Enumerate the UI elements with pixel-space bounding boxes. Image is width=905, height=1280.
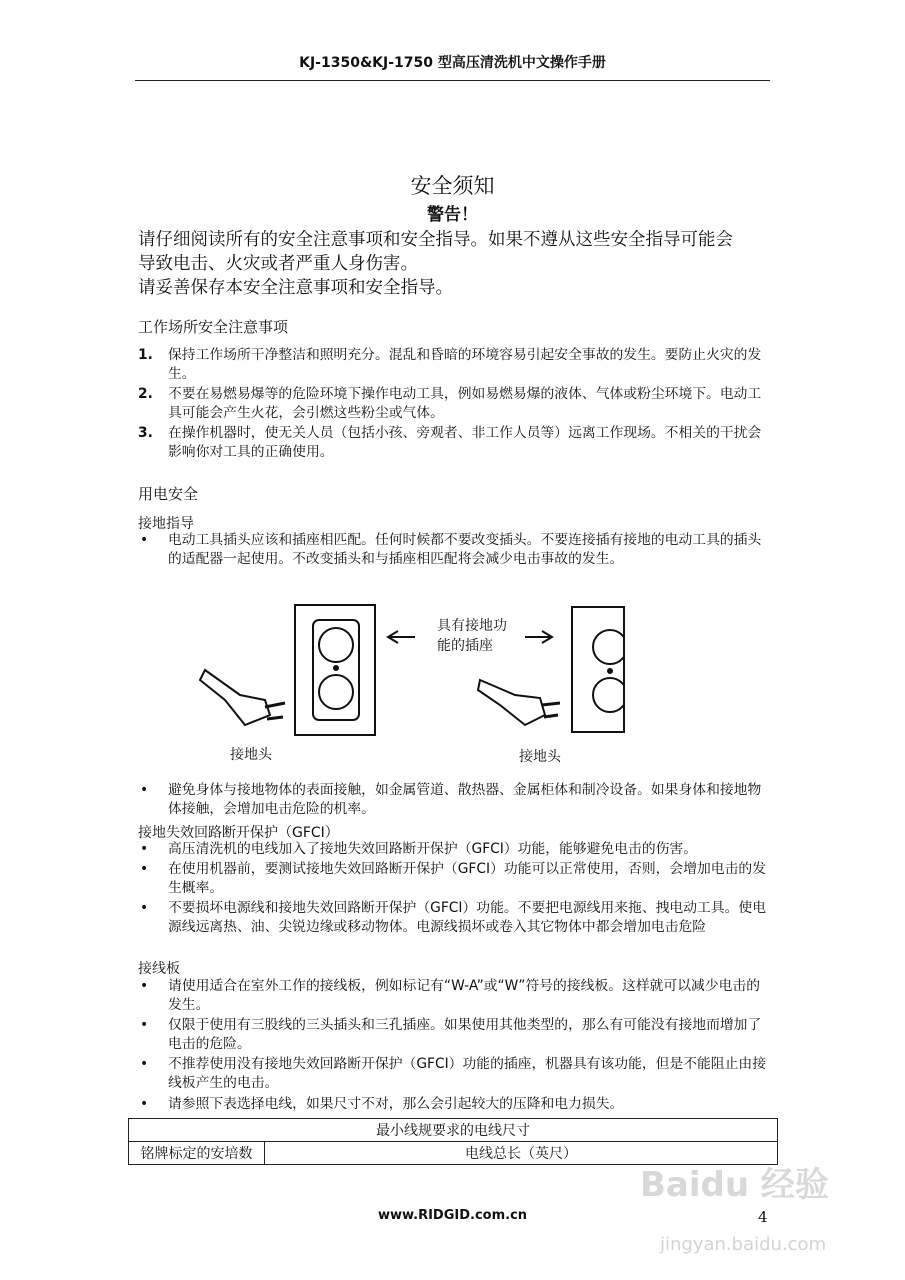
bullet: •	[140, 861, 149, 877]
figure-label-plug-right: 接地头	[519, 749, 561, 765]
outlet-right	[572, 607, 625, 732]
list-item	[138, 840, 768, 859]
item-text: 仅限于使用有三股线的三头插头和三孔插座。如果使用其他类型的，那么有可能没有接地而增加了电击的危险。	[168, 1017, 762, 1052]
page-title: 安全须知	[410, 174, 495, 198]
grounded-outlet-illustration	[195, 595, 625, 765]
bullet: •	[140, 978, 149, 994]
item-number: 2.	[138, 386, 153, 402]
list-item	[138, 860, 768, 898]
label-line: 能的插座	[437, 638, 493, 654]
arrow-right-icon	[525, 631, 552, 643]
section-heading: 工作场所安全注意事项	[138, 318, 289, 336]
bullet: •	[140, 900, 149, 916]
item-text: 高压清洗机的电线加入了接地失效回路断开保护（GFCI）功能，能够避免电击的伤害。	[168, 841, 698, 857]
item-text: 避免身体与接地物体的表面接触，如金属管道、散热器、金属柜体和制冷设备。如果身体和接地物体接触，会增加电击危险的机率。	[168, 782, 762, 817]
item-text: 电动工具插头应该和插座相匹配。任何时候都不要改变插头。不要连接插有接地的电动工具的插头的适配器一起使用。不改变插头和与插座相匹配将会减少电击事故的发生。	[168, 532, 762, 567]
table-caption: 最小线规要求的电线尺寸	[129, 1119, 778, 1142]
item-text: 不要损坏电源线和接地失效回路断开保护（GFCI）功能。不要把电源线用来拖、拽电动工具。使电源线远离热、油、尖锐边缘或移动物体。电源线损坏或卷入其它物体中都会增加电击危险	[168, 900, 766, 935]
bullet: •	[140, 532, 149, 548]
figure-label-outlet	[437, 616, 507, 656]
list-item	[138, 899, 768, 937]
wire-gauge-table	[128, 1118, 778, 1165]
running-header: KJ-1350&KJ-1750 型高压清洗机中文操作手册	[299, 55, 606, 71]
watermark-url: jingyan.baidu.com	[660, 1234, 827, 1255]
bullet: •	[140, 841, 149, 857]
bullet: •	[140, 782, 149, 798]
table-header-length: 电线总长（英尺）	[265, 1142, 778, 1165]
item-text: 不要在易燃易爆等的危险环境下操作电动工具，例如易燃易爆的液体、气体或粉尘环境下。电动工具可能会产生火花，会引燃这些粉尘或气体。	[168, 386, 762, 421]
item-number: 1.	[138, 347, 153, 363]
page-number: 4	[758, 1208, 768, 1226]
outlet-left	[295, 605, 375, 735]
warning-heading: 警告！	[427, 205, 478, 225]
intro-line: 请妥善保存本安全注意事项和安全指导。	[138, 278, 453, 298]
list-item	[138, 385, 768, 423]
intro-line: 请仔细阅读所有的安全注意事项和安全指导。如果不遵从这些安全指导可能会	[138, 230, 733, 250]
item-text: 请参照下表选择电线，如果尺寸不对，那么会引起较大的压降和电力损失。	[168, 1096, 624, 1112]
bullet: •	[140, 1017, 149, 1033]
header-rule	[135, 80, 770, 81]
bullet: •	[140, 1056, 149, 1072]
item-text: 不推荐使用没有接地失效回路断开保护（GFCI）功能的插座，机器具有该功能，但是不能阻止由接线板产生的电击。	[168, 1056, 766, 1091]
section-heading: 用电安全	[138, 485, 199, 503]
plug-left-icon	[200, 670, 270, 725]
watermark-logo: Baidu 经验	[640, 1165, 829, 1205]
subsection-heading: 接线板	[138, 961, 180, 977]
subsection-heading: 接地失效回路断开保护（GFCI）	[138, 825, 339, 841]
list-item	[138, 1055, 768, 1093]
list-item	[138, 346, 768, 384]
table-header-amps: 铭牌标定的安培数	[129, 1142, 265, 1165]
plug-right-icon	[478, 680, 545, 725]
footer-url: www.RIDGID.com.cn	[377, 1208, 528, 1223]
figure-label-plug-left: 接地头	[230, 747, 272, 763]
list-item	[138, 1095, 768, 1114]
item-text: 在操作机器时，使无关人员（包括小孩、旁观者、非工作人员等）远离工作现场。不相关的干扰会影响你对工具的正确使用。	[168, 425, 762, 460]
item-number: 3.	[138, 425, 153, 441]
list-item	[138, 781, 768, 819]
list-item	[138, 1016, 768, 1054]
item-text: 请使用适合在室外工作的接线板，例如标记有“W-A”或“W”符号的接线板。这样就可以减少电击的发生。	[168, 978, 761, 1013]
item-text: 在使用机器前，要测试接地失效回路断开保护（GFCI）功能可以正常使用，否则，会增加电击的发生概率。	[168, 861, 766, 896]
bullet: •	[140, 1096, 149, 1112]
list-item	[138, 424, 768, 462]
arrow-left-icon	[388, 631, 415, 643]
list-item	[138, 977, 768, 1015]
label-line: 具有接地功	[437, 618, 507, 634]
intro-line: 导致电击、火灾或者严重人身伤害。	[138, 254, 418, 274]
subsection-heading: 接地指导	[138, 516, 194, 532]
list-item	[138, 531, 768, 569]
item-text: 保持工作场所干净整洁和照明充分。混乱和昏暗的环境容易引起安全事故的发生。要防止火灾的发生。	[168, 347, 762, 382]
